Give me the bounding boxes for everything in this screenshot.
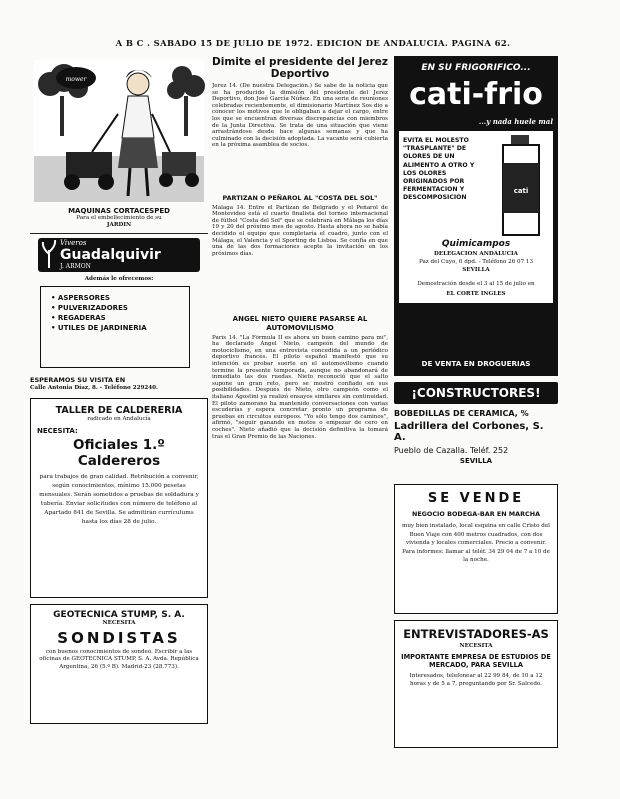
catifrio-benefits: EVITA EL MOLESTO "TRASPLANTE" DE OLORES DE UN ALIMENTO A OTRO Y LOS OLORES ORIGINADOS POR FERMENTACION Y DESCOMPOSICION: [403, 137, 475, 202]
svg-text:mower: mower: [65, 76, 87, 83]
catifrio-sale: DE VENTA EN DROGUERIAS: [421, 359, 531, 368]
geotecnica-ad: [30, 604, 208, 724]
catifrio-company: Quimicampos: [441, 239, 511, 249]
sevende-body: muy bien instalado, local esquina en calle Cristo del Buen Viaje con 400 metros cuadrados, con dos vivienda y locales comerciales. Precio a convenir. Para informes: llamar al teléf. 34 29 04 de 7 a 10 de la noche.: [402, 523, 550, 564]
viveros-item: • PULVERIZADORES: [51, 304, 128, 312]
viveros-sub: J. ARMON: [60, 263, 91, 270]
viveros-item: • REGADERAS: [51, 314, 106, 322]
article3-body: París 14. "La Fórmula II es ahora un buen camino para mí", ha declarado Ángel Nieto, campeón del mundo de motociclismo, en una entrevista concedida a un periódico deportivo francés. El piloto español manifestó que su intención es probar suerte en el automovilismo cuando termine la presente temporada, aunque no abandonará de inmediato las dos ruedas. Nieto reconoció que el salto supone un gran reto, pero se mostró confiado en sus posibilidades. Después de Nieto, otro campeón como el italiano Agostini ya realizó ensayos similares sin continuidad. El piloto zamorano ha mantenido conversaciones con varias escuderías y espera concretar pronto un programa de pruebas en circuitos europeos. "Yo sólo tengo dos caminos", afirmó, "seguir ganando en motos o empezar de cero en coches". Nieto añadió que la decisión definitiva la tomará tras el Gran Premio de las Naciones.: [212, 334, 388, 440]
viveros-intro: Además le ofrecemos:: [84, 276, 154, 282]
viveros-visit: ESPERAMOS SU VISITA EN: [30, 376, 126, 384]
geotecnica-needs: NECESITA: [102, 620, 136, 626]
mower-line1: Para el embellecimiento de su: [76, 215, 162, 221]
caldereria-needs: NECESITA:: [37, 426, 78, 435]
catifrio-top: EN SU FRIGORIFICO...: [421, 63, 531, 73]
catifrio-city: SEVILLA: [462, 267, 490, 273]
geotecnica-body: con buenos conocimientos de sondeo. Escribir a las oficinas de GEOTECNICA STUMP, S. A. Avda. República Argentina, 26 (5.º B). Madrid-23 (28.773).: [39, 648, 199, 670]
spray-can-icon: [497, 133, 549, 237]
article1-title: Dimite el presidente del Jerez Deportivo: [212, 56, 388, 80]
article2-heading: PARTIZAN O PEÑAROL AL "COSTA DEL SOL": [222, 194, 378, 202]
page-header: A B C . SABADO 15 DE JULIO DE 1972. EDICION DE ANDALUCIA. PAGINA 62.: [115, 38, 511, 48]
entrevistadores-title: ENTREVISTADORES-AS: [403, 627, 549, 641]
geotecnica-big: SONDISTAS: [57, 628, 181, 647]
entrevistadores-body: Interesados, telefonear al 22 99 84, de 10 a 12 horas y de 5 a 7, preguntando por Sr. Salcedo.: [409, 672, 543, 687]
entrevistadores-sub: IMPORTANTE EMPRESA DE ESTUDIOS DE MERCADO, PARA SEVILLA: [401, 652, 551, 669]
sevende-title: SE VENDE: [427, 491, 525, 506]
catifrio-ad: [394, 56, 558, 376]
viveros-item: • ASPERSORES: [51, 294, 110, 302]
catifrio-deleg: DELEGACION ANDALUCIA: [434, 251, 518, 257]
mower-ad: [30, 56, 208, 234]
viveros-address: Calle Antonia Díaz, 8. - Teléfono 229240.: [30, 385, 158, 391]
constructores-banner: ¡CONSTRUCTORES!: [394, 382, 558, 404]
constructores-line3: Pueblo de Cazalla. Teléf. 252: [394, 446, 509, 455]
mower-title: MAQUINAS CORTACESPED: [68, 207, 170, 215]
caldereria-body: para trabajos de gran calidad. Retribución a convenir, según conocimientos, mínimo 15.000 pesetas mensuales. Serán sometidos a pruebas de soldadura y tubería. Enviar solicitudes con número de teléfono al Apartado 841 de Sevilla. Se admitirán currículums hasta los días 28 de julio.: [39, 473, 199, 525]
viveros-small: Viveros: [60, 239, 87, 247]
catifrio-store: EL CORTE INGLES: [446, 291, 506, 297]
caldereria-sub: radicado en Andalucía: [87, 416, 151, 422]
caldereria-title: TALLER DE CALDERERIA: [55, 405, 183, 416]
viveros-list: [40, 286, 190, 368]
left-column: [30, 56, 208, 724]
sevende-ad: [394, 484, 558, 614]
catifrio-demo: Demostración desde el 3 al 15 de julio en: [417, 281, 535, 287]
article1-body: Jerez 14. (De nuestra Delegación.) Se sabe de la noticia que se ha producido la dimisión del presidente del Jerez Deportivo, don José García Núñez. En una serie de reuniones celebradas recientemente, el dimisionario Martínez Sos dio a conocer los motivos que le obligaban a dejar el cargo, entre los que se encuentran diversas discrepancias con miembros de la Junta Directiva. Se trata de una situación que viene arrastrándose desde hace algunas semanas y que ha culminado con la decisión adoptada. La vacante será cubierta en la próxima asamblea de socios.: [212, 83, 388, 149]
mower-line2: JARDIN: [106, 221, 132, 228]
caldereria-big: Oficiales 1.º Caldereros: [73, 436, 165, 469]
catifrio-brand: cati-frio: [409, 77, 543, 112]
constructores-ad: [394, 382, 558, 480]
constructores-line4: SEVILLA: [459, 457, 493, 465]
entrevistadores-ad: [394, 620, 558, 748]
svg-text:cati: cati: [513, 187, 529, 195]
viveros-name: Guadalquivir: [60, 247, 161, 263]
mower-illustration: [30, 56, 208, 206]
entrevistadores-needs: NECESITA: [459, 643, 493, 649]
article2-body: Málaga 14. Entre el Partizan de Belgrado y el Peñarol de Montevideo está el cuarto finalista del torneo internacional de fútbol "Costa del Sol" que se celebrará en Málaga los días 19 y 20 del próximo mes de agosto. Hasta ahora no se había decidido el equipo que completaría el cuadro, junto con el Málaga, el Valencia y el Sporting de Lisboa. Se confía en que una de las dos formaciones acepte la invitación en los próximos días.: [212, 204, 388, 257]
viveros-ad: [30, 238, 208, 412]
viveros-item: • UTILES DE JARDINERIA: [51, 324, 147, 332]
constructores-line1: BOBEDILLAS DE CERAMICA, %: [394, 409, 529, 418]
catifrio-addr: Paz del Cuyo, 6 dpd. - Teléfono 26 07 13: [418, 259, 534, 265]
catifrio-tag: ...y nada huele mal: [478, 117, 553, 126]
sevende-sub: NEGOCIO BODEGA-BAR EN MARCHA: [411, 510, 541, 518]
plant-icon: [40, 240, 58, 270]
article3-heading: ANGEL NIETO QUIERE PASARSE AL AUTOMOVILISMO: [232, 314, 368, 332]
constructores-line2: Ladrillera del Corbones, S. A.: [394, 421, 544, 443]
right-column: [394, 56, 558, 748]
caldereria-ad: [30, 398, 208, 598]
middle-column: [212, 56, 388, 693]
geotecnica-title: GEOTECNICA STUMP, S. A.: [53, 610, 185, 620]
